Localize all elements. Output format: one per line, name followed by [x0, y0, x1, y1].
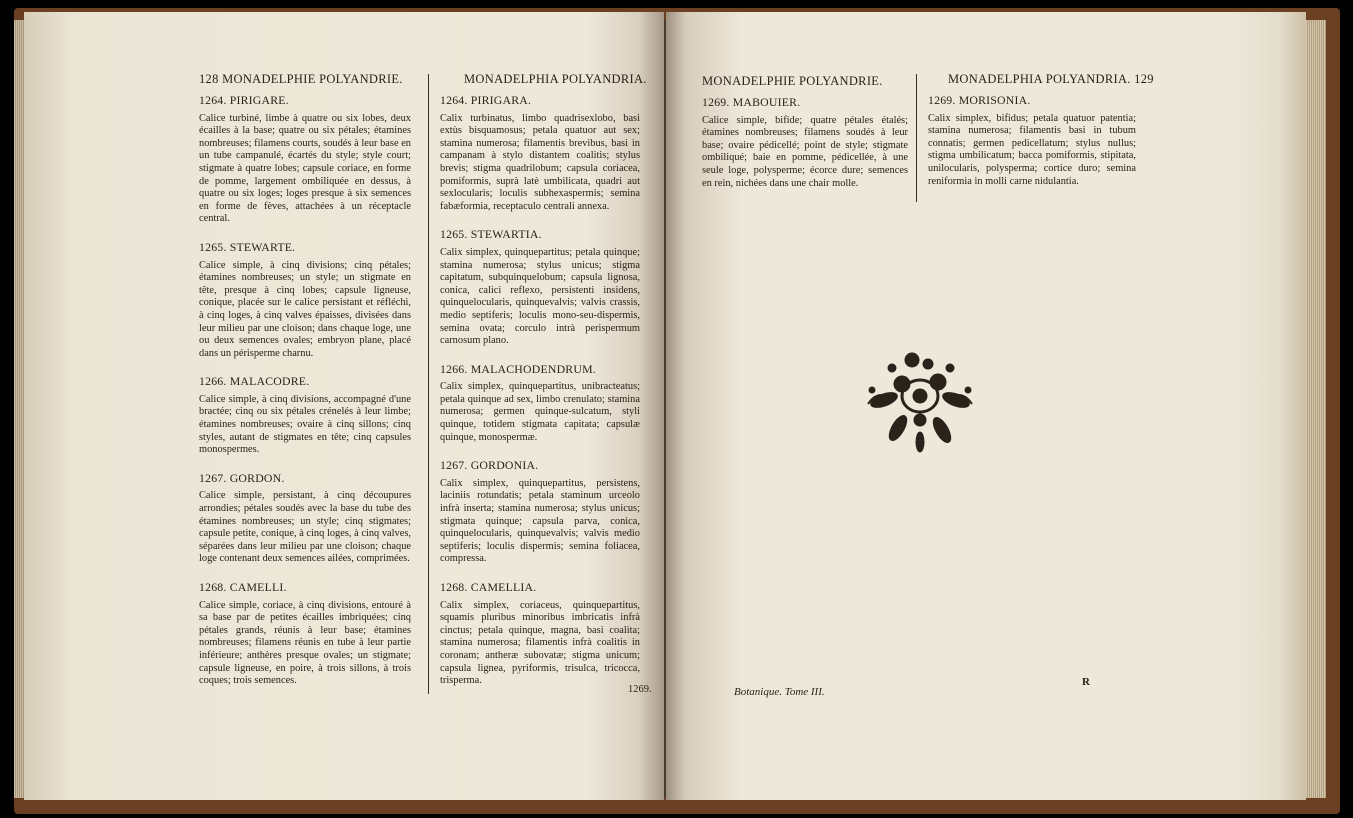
right-page — [666, 12, 1306, 800]
entry-title: 1264. PIRIGARA. — [440, 93, 532, 107]
signature-mark: R — [1082, 676, 1090, 688]
left-page-header-latin: MONADELPHIA POLYANDRIA. — [464, 72, 647, 86]
entry-morisonia — [928, 94, 1136, 188]
entry-title: 1265. STEWARTE. — [199, 239, 296, 254]
entry-text: Calix simplex, coriaceus, quinquepartitus, squamis pluribus minoribus imbricatis infrà cinctus; petala quinque, magna, basi coalita; stamina numerosa; filamentis infrà coalitis in coronam; antheræ subovatæ; stigma unicum; capsula lignea, pyriformis, trisulca, tricocca, trisperma. — [440, 599, 640, 687]
floral-vignette-icon — [862, 346, 978, 456]
entry-text: Calice turbiné, limbe à quatre ou six lobes, deux écailles à la base; quatre ou six pétales; étamines nombreuses; filamens courts, soudés à leur base en un tube campanulé, écartés du style; style court; stigmate à quatre lobes; capsule coriace, en forme de pomme, largement ombiliquée en dessus, à quatre ou six loges; loges presque à six semences en forme de fèves, attachées à un réceptacle central. — [199, 112, 411, 225]
entry-title: 1269. MABOUIER. — [702, 95, 801, 109]
entry-text: Calix simplex, quinquepartitus, unibracteatus; petala quinque ad sex, limbo crenulato; stamina numerosa; germen quinque-sulcatum, styli quinque, totidem stigmata capitata; capsulæ quinque, monospermæ. — [440, 381, 640, 443]
right-latin-column — [928, 94, 1136, 203]
entry-stewartia — [440, 228, 640, 347]
entry-title: 1264. PIRIGARE. — [199, 93, 289, 107]
entry-mabouier — [702, 96, 908, 190]
entry-text: Calice simple, à cinq divisions, accompagné d'une bractée; cinq ou six pétales crénelés à leur limbe; étamines nombreuses; ovaire à cinq sillons; cinq styles, autant de stigmates en tête; cinq capsules monospermes. — [199, 393, 411, 456]
entry-malachodendrum — [440, 363, 640, 445]
entry-text: Calix turbinatus, limbo quadrisexlobo, basi extùs bisquamosus; petala quatuor aut sex; stamina numerosa; filamentis brevibus, basi in campanam à stylo distantem coalitis; stylus brevis; stigma quadrilobum; capsula coriacea, pomiformis, suprà latè umbilicata, quadri aut sexlocularis; loculis subhexaspermis; semina fabæformia, receptaculo centrali annexa. — [440, 112, 640, 212]
entry-text: Calice simple, persistant, à cinq découpures arrondies; pétales soudés avec la base du tube des étamines nombreuses; un style; cinq stigmates; capsule petite, conique, à cinq loges, à cinq valves, séparées dans leur milieu par une cloison; chaque loge contenant deux semences ailées, comprimées. — [199, 490, 411, 565]
entry-title: 1268. CAMELLI. — [199, 580, 287, 594]
left-page — [24, 12, 664, 800]
entry-pirigara — [440, 94, 640, 213]
entry-pirigare — [199, 94, 411, 226]
right-french-column — [702, 96, 908, 205]
column-divider — [916, 74, 917, 202]
catchword: 1269. — [628, 684, 652, 695]
entry-stewarte — [199, 241, 411, 360]
entry-title: 1267. GORDONIA. — [440, 458, 539, 473]
entry-gordonia — [440, 459, 640, 566]
entry-title: 1266. MALACODRE. — [199, 374, 310, 389]
left-page-header-french: 128 MONADELPHIE POLYANDRIE. — [199, 72, 403, 86]
entry-malacodre — [199, 375, 411, 457]
entry-camelli — [199, 581, 411, 688]
left-french-column — [199, 94, 411, 703]
entry-title: 1268. CAMELLIA. — [440, 580, 537, 594]
column-divider — [428, 74, 429, 694]
entry-gordon — [199, 472, 411, 566]
right-page-header-latin: MONADELPHIA POLYANDRIA. 129 — [948, 72, 1154, 86]
entry-title: 1269. MORISONIA. — [928, 93, 1031, 107]
left-latin-column — [440, 94, 640, 703]
entry-camellia — [440, 581, 640, 688]
entry-title: 1267. GORDON. — [199, 470, 285, 485]
page-footer: Botanique. Tome III. — [734, 686, 825, 698]
entry-text: Calice simple, coriace, à cinq divisions, entouré à sa base par de petites écailles imbriquées; cinq pétales grands, réunis à leur base; étamines nombreuses; filamens réunis en tube à leur partie inférieure; anthères presque ovales; un stigmate; capsule ligneuse, en poire, à trois sillons, à trois coques; trois semences. — [199, 599, 411, 687]
entry-title: 1265. STEWARTIA. — [440, 227, 542, 242]
entry-text: Calix simplex, bifidus; petala quatuor patentia; stamina numerosa; filamentis basi in tubum connatis; germen pedicellatum; stylus nullus; stigma umbilicatum; bacca pomiformis, stipitata, unilocularis, polysperma; cortice duro; semina reniformia in molli carne nidulantia. — [928, 112, 1136, 187]
entry-text: Calice simple, à cinq divisions; cinq pétales; étamines nombreuses; un style; un stigmate en tête, presque à cinq lobes; capsule ligneuse, conique, placée sur le calice persistant et réfléchi, à cinq loges, à cinq valves épaisses, divisées dans leur milieu par une cloison; dans chaque loge, une ou deux semences ovales; embryon plane, placé dans un périsperme charnu. — [199, 259, 411, 359]
entry-text: Calix simplex, quinquepartitus; petala quinque; stamina numerosa; stylus unicus; stigma capitatum, subquinquelobum; capsula lignosa, conica, calici reflexo, persistenti insidens, quinquelocularis, quinquevalvis; valvis crassis, medio septiferis; loculis mono-seu-dispermis, semina ovata; corculo intrà perispermum carnosum plano. — [440, 246, 640, 347]
entry-title: 1266. MALACHODENDRUM. — [440, 361, 596, 376]
right-page-header-french: MONADELPHIE POLYANDRIE. — [702, 74, 883, 88]
entry-text: Calice simple, bifide; quatre pétales étalés; étamines nombreuses; filamens soudés à leur base; ovaire pédicellé; point de style; stigmate ombiliqué; baie en pomme, pédicellée, à une seule loge, polysperme; écorce dure; semences en rein, nichées dans une chair molle. — [702, 114, 908, 189]
entry-text: Calix simplex, quinquepartitus, persistens, laciniis rotundatis; petala staminum urceolo infrà inserta; stamina numerosa; stylus unicus; stigmata quinque; capsula parva, conica, quinquelocularis, quinquevalvis; valvis medio septiferis; loculis dispermis; semina foliacea, compressa. — [440, 477, 640, 565]
